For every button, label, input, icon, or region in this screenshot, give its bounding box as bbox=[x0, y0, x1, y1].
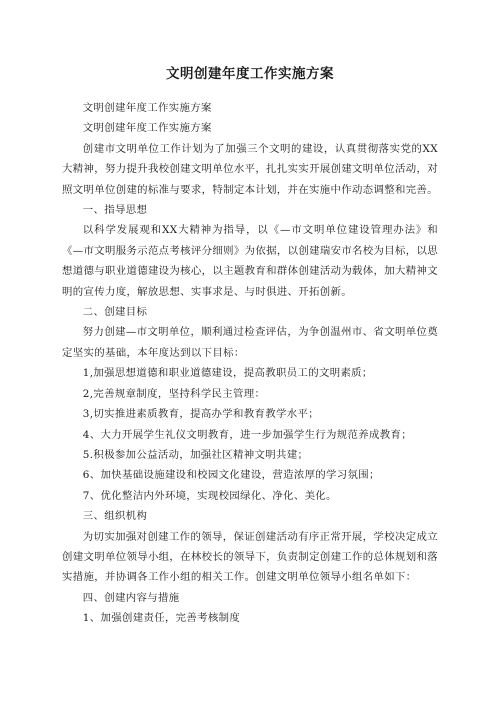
paragraph: 文明创建年度工作实施方案 bbox=[82, 122, 212, 135]
list-item: 4、大力开展学生礼仪文明教育，进一步加强学生行为规范养成教育； bbox=[82, 428, 412, 441]
document-body bbox=[62, 98, 438, 629]
paragraph: 文明创建年度工作实施方案 bbox=[82, 102, 212, 114]
paragraph: 为切实加强对创建工作的领导，保证创建活动有序正常开展，学校决定成立创建文明单位领导小组，在林校长的领导下，负责制定创建工作的总体规划和落实措施，并协调各工作小组的相关工作。创建文明单位领导小组名单如下： bbox=[62, 530, 438, 584]
paragraph: 创建市文明单位工作计划为了加强三个文明的建设，认真贯彻落实党的XX大精神，努力提升我校创建文明单位水平，扎扎实实开展创建文明单位活动，对照文明单位创建的标准与要求，特制定本计划，并在实施中作动态调整和完善。 bbox=[62, 142, 438, 196]
list-item: 5.积极参加公益活动，加强社区精神文明共建； bbox=[82, 448, 309, 461]
section-heading: 四、创建内容与措施 bbox=[82, 591, 180, 604]
list-item: 1、加强创建责任，完善考核制度 bbox=[82, 612, 241, 625]
section-heading: 二、创建目标 bbox=[82, 306, 148, 319]
list-item: 3,切实推进素质教育，提高办学和教育教学水平； bbox=[82, 408, 319, 421]
list-item: 6、加快基础设施建设和校园文化建设，营造浓厚的学习氛围； bbox=[82, 469, 380, 482]
paragraph: 以科学发展观和XX大精神为指导，以《—市文明单位建设管理办法》和《—市文明服务示范点考核评分细则》为依据，以创建瑞安市名校为目标，以思想道德与职业道德建设为核心，以主题教育和群体创建活动为载体，加大精神文明的宣传力度，解放思想、实事求是、与时俱进、开拓创新。 bbox=[62, 224, 438, 298]
list-item: 1,加强思想道德和职业道德建设，提高教职员工的文明素质； bbox=[82, 367, 373, 380]
section-heading: 三、组织机构 bbox=[82, 510, 148, 523]
section-heading: 一、指导思想 bbox=[82, 204, 148, 217]
paragraph: 努力创建—市文明单位，顺利通过检查评估，为争创温州市、省文明单位奠定坚实的基础，本年度达到以下目标： bbox=[62, 326, 438, 359]
list-item: 2,完善规章制度，坚持科学民主管理： bbox=[82, 387, 266, 400]
document-title: 文明创建年度工作实施方案 bbox=[166, 66, 334, 82]
list-item: 7、优化整洁内外环境，实现校园绿化、净化、美化。 bbox=[82, 489, 337, 502]
